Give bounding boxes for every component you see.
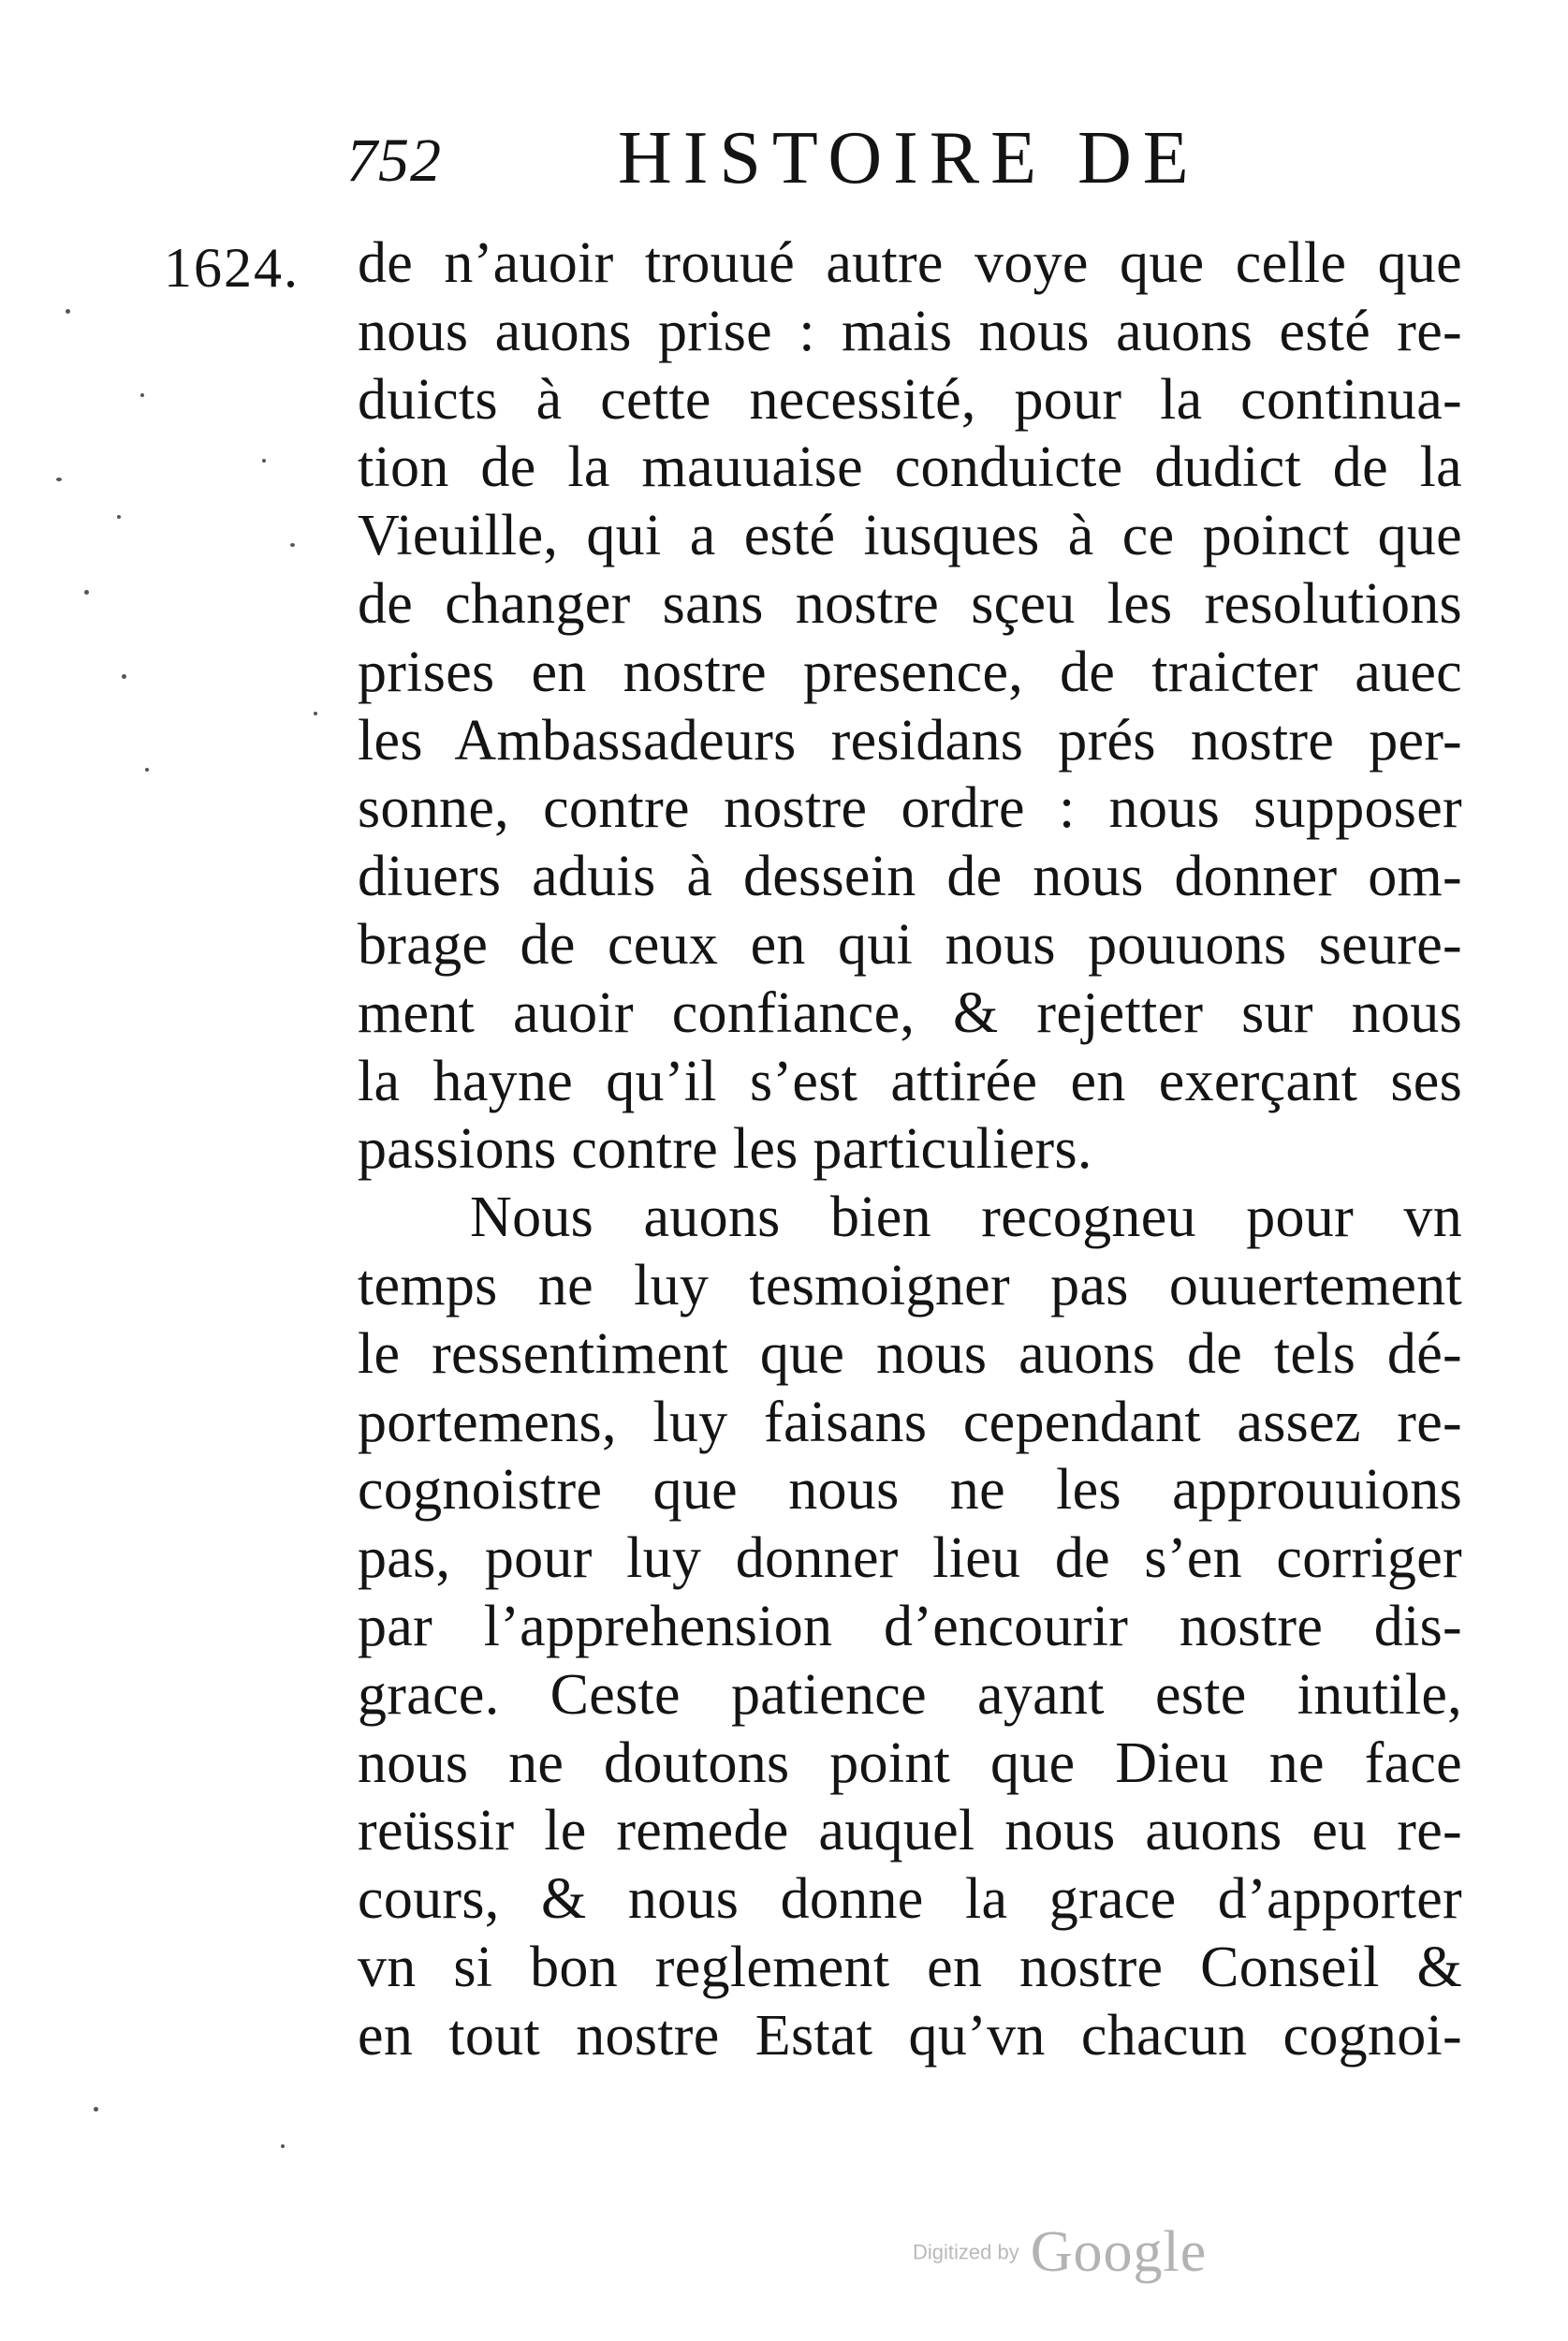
watermark-prefix: Digitized by <box>913 2240 1019 2264</box>
margin-specks <box>37 281 337 2154</box>
text-line: tion de la mauuaise conduicte dudict de la <box>358 435 1462 500</box>
text-line: diuers aduis à dessein de nous donner om- <box>358 845 1462 909</box>
text-line: les Ambassadeurs residans prés nostre per- <box>358 708 1462 773</box>
body-text <box>358 229 1462 2070</box>
text-line: prises en nostre presence, de traicter auec <box>358 640 1462 704</box>
text-line: nous auons prise : mais nous auons esté re- <box>358 299 1462 363</box>
text-line: portemens, luy faisans cependant assez re- <box>358 1390 1462 1454</box>
text-line: vn si bon reglement en nostre Conseil & <box>358 1935 1462 1999</box>
google-logo: Google <box>1030 2220 1208 2284</box>
text-line: ment auoir confiance, & rejetter sur nous <box>358 980 1462 1045</box>
text-line: Vieuille, qui a esté iusques à ce poinct que <box>358 504 1462 568</box>
page-number: 752 <box>346 126 442 195</box>
text-line: pas, pour luy donner lieu de s’en corriger <box>358 1526 1462 1591</box>
text-line: reüssir le remede auquel nous auons eu re- <box>358 1799 1462 1863</box>
text-line: la hayne qu’il s’est attirée en exerçant ses <box>358 1049 1462 1113</box>
text-line: cours, & nous donne la grace d’apporter <box>358 1867 1462 1932</box>
margin-year: 1624. <box>164 237 300 299</box>
text-line: par l’apprehension d’encourir nostre dis- <box>358 1594 1462 1658</box>
text-line: grace. Ceste patience ayant este inutile, <box>358 1662 1462 1727</box>
text-line: temps ne luy tesmoigner pas ouuertement <box>358 1253 1462 1318</box>
text-line: sonne, contre nostre ordre : nous supposer <box>358 776 1462 841</box>
text-line-paragraph-end: passions contre les particuliers. <box>358 1117 1092 1182</box>
digitized-by-watermark <box>913 2219 1287 2285</box>
text-line: de n’auoir trouué autre voye que celle que <box>358 231 1462 295</box>
text-line: le ressentiment que nous auons de tels dé- <box>358 1321 1462 1386</box>
text-line-paragraph-start: Nous auons bien recogneu pour vn <box>470 1185 1462 1250</box>
text-line: nous ne doutons point que Dieu ne face <box>358 1730 1462 1795</box>
text-line: en tout nostre Estat qu’vn chacun cognoi- <box>358 2003 1462 2068</box>
text-line: de changer sans nostre sçeu les resolutions <box>358 571 1462 636</box>
header-title: HISTOIRE DE <box>618 117 1200 199</box>
running-head <box>346 112 1282 206</box>
text-line: duicts à cette necessité, pour la continua- <box>358 367 1462 432</box>
text-line: cognoistre que nous ne les approuuions <box>358 1458 1462 1523</box>
text-line: brage de ceux en qui nous pouuons seure- <box>358 912 1462 977</box>
